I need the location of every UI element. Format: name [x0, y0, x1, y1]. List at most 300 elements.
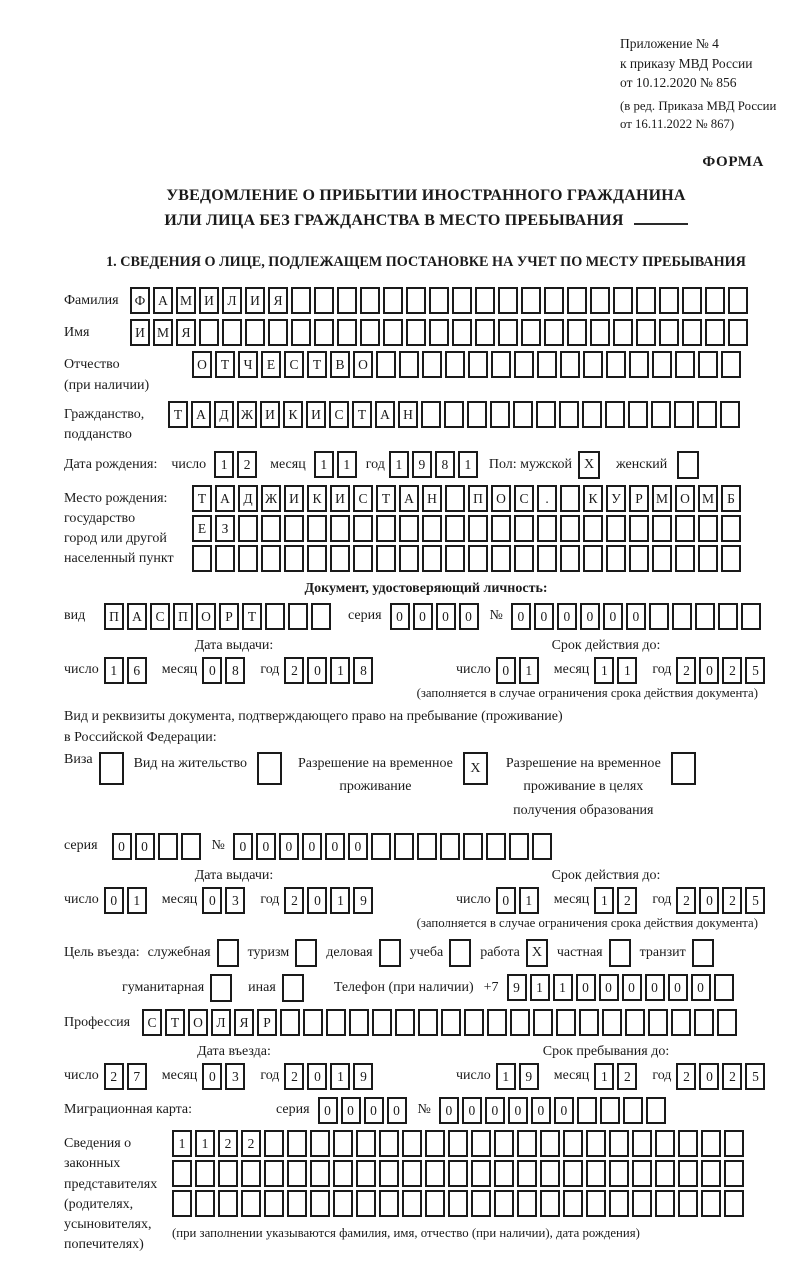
- char-box[interactable]: 6: [127, 657, 147, 684]
- char-box[interactable]: [720, 401, 740, 428]
- char-box[interactable]: 1: [530, 974, 550, 1001]
- char-box[interactable]: [567, 287, 587, 314]
- purpose-checkbox[interactable]: [692, 939, 714, 967]
- char-box[interactable]: [509, 833, 529, 860]
- char-box[interactable]: [632, 1130, 652, 1157]
- char-box[interactable]: [445, 351, 465, 378]
- char-box[interactable]: 0: [104, 887, 124, 914]
- char-box[interactable]: 0: [511, 603, 531, 630]
- char-box[interactable]: 1: [330, 887, 350, 914]
- char-box[interactable]: 2: [617, 887, 637, 914]
- char-box[interactable]: [629, 515, 649, 542]
- char-box[interactable]: [487, 1009, 507, 1036]
- char-box[interactable]: 7: [127, 1063, 147, 1090]
- char-box[interactable]: 0: [364, 1097, 384, 1124]
- char-box[interactable]: [440, 833, 460, 860]
- char-box[interactable]: [337, 287, 357, 314]
- char-box[interactable]: .: [537, 485, 557, 512]
- char-box[interactable]: [721, 545, 741, 572]
- char-box[interactable]: [494, 1190, 514, 1217]
- char-box[interactable]: 0: [436, 603, 456, 630]
- char-box[interactable]: Т: [242, 603, 262, 630]
- char-box[interactable]: 9: [519, 1063, 539, 1090]
- char-box[interactable]: [394, 833, 414, 860]
- char-box[interactable]: [395, 1009, 415, 1036]
- char-box[interactable]: [181, 833, 201, 860]
- char-box[interactable]: 2: [218, 1130, 238, 1157]
- char-box[interactable]: 0: [626, 603, 646, 630]
- char-box[interactable]: [425, 1160, 445, 1187]
- char-box[interactable]: 0: [387, 1097, 407, 1124]
- char-box[interactable]: [238, 545, 258, 572]
- char-box[interactable]: [721, 515, 741, 542]
- char-box[interactable]: 0: [135, 833, 155, 860]
- char-box[interactable]: [705, 319, 725, 346]
- char-box[interactable]: [629, 545, 649, 572]
- char-box[interactable]: [583, 515, 603, 542]
- char-box[interactable]: [498, 319, 518, 346]
- char-box[interactable]: [514, 351, 534, 378]
- char-box[interactable]: Б: [721, 485, 741, 512]
- char-box[interactable]: [376, 351, 396, 378]
- char-box[interactable]: [486, 833, 506, 860]
- char-box[interactable]: [705, 287, 725, 314]
- char-box[interactable]: [425, 1130, 445, 1157]
- char-box[interactable]: У: [606, 485, 626, 512]
- char-box[interactable]: [222, 319, 242, 346]
- char-box[interactable]: [406, 319, 426, 346]
- char-box[interactable]: [583, 351, 603, 378]
- char-box[interactable]: [402, 1160, 422, 1187]
- char-box[interactable]: [560, 545, 580, 572]
- char-box[interactable]: [659, 319, 679, 346]
- char-box[interactable]: [468, 515, 488, 542]
- char-box[interactable]: Я: [176, 319, 196, 346]
- char-box[interactable]: [590, 319, 610, 346]
- char-box[interactable]: 2: [722, 887, 742, 914]
- char-box[interactable]: [422, 515, 442, 542]
- char-box[interactable]: [333, 1130, 353, 1157]
- char-box[interactable]: 2: [676, 657, 696, 684]
- char-box[interactable]: [417, 833, 437, 860]
- char-box[interactable]: [463, 833, 483, 860]
- char-box[interactable]: О: [491, 485, 511, 512]
- char-box[interactable]: З: [215, 515, 235, 542]
- char-box[interactable]: Д: [238, 485, 258, 512]
- char-box[interactable]: [678, 1130, 698, 1157]
- char-box[interactable]: [536, 401, 556, 428]
- char-box[interactable]: [261, 545, 281, 572]
- char-box[interactable]: [609, 1160, 629, 1187]
- char-box[interactable]: К: [283, 401, 303, 428]
- char-box[interactable]: 0: [462, 1097, 482, 1124]
- char-box[interactable]: [376, 545, 396, 572]
- char-box[interactable]: 2: [284, 1063, 304, 1090]
- char-box[interactable]: [606, 515, 626, 542]
- char-box[interactable]: [577, 1097, 597, 1124]
- char-box[interactable]: [655, 1160, 675, 1187]
- char-box[interactable]: 1: [553, 974, 573, 1001]
- edu-residence-checkbox[interactable]: [671, 752, 696, 785]
- char-box[interactable]: [540, 1160, 560, 1187]
- char-box[interactable]: [675, 545, 695, 572]
- char-box[interactable]: [698, 351, 718, 378]
- char-box[interactable]: И: [260, 401, 280, 428]
- char-box[interactable]: 1: [172, 1130, 192, 1157]
- char-box[interactable]: [291, 319, 311, 346]
- char-box[interactable]: 0: [599, 974, 619, 1001]
- char-box[interactable]: 0: [622, 974, 642, 1001]
- char-box[interactable]: 0: [307, 657, 327, 684]
- char-box[interactable]: Н: [398, 401, 418, 428]
- char-box[interactable]: [498, 287, 518, 314]
- char-box[interactable]: 8: [225, 657, 245, 684]
- char-box[interactable]: [540, 1190, 560, 1217]
- char-box[interactable]: [629, 351, 649, 378]
- char-box[interactable]: Ф: [130, 287, 150, 314]
- char-box[interactable]: Р: [629, 485, 649, 512]
- char-box[interactable]: 9: [412, 451, 432, 478]
- char-box[interactable]: 0: [307, 887, 327, 914]
- char-box[interactable]: [514, 545, 534, 572]
- char-box[interactable]: [353, 515, 373, 542]
- char-box[interactable]: О: [196, 603, 216, 630]
- char-box[interactable]: [544, 319, 564, 346]
- char-box[interactable]: Я: [268, 287, 288, 314]
- char-box[interactable]: 1: [617, 657, 637, 684]
- purpose-checkbox[interactable]: [609, 939, 631, 967]
- char-box[interactable]: [268, 319, 288, 346]
- char-box[interactable]: [675, 351, 695, 378]
- char-box[interactable]: [291, 287, 311, 314]
- char-box[interactable]: Е: [261, 351, 281, 378]
- char-box[interactable]: [330, 545, 350, 572]
- char-box[interactable]: [674, 401, 694, 428]
- char-box[interactable]: [491, 545, 511, 572]
- char-box[interactable]: 0: [318, 1097, 338, 1124]
- char-box[interactable]: 0: [413, 603, 433, 630]
- char-box[interactable]: Ж: [261, 485, 281, 512]
- char-box[interactable]: [379, 1160, 399, 1187]
- char-box[interactable]: 8: [353, 657, 373, 684]
- char-box[interactable]: [264, 1190, 284, 1217]
- char-box[interactable]: 0: [202, 657, 222, 684]
- char-box[interactable]: Ч: [238, 351, 258, 378]
- char-box[interactable]: [697, 401, 717, 428]
- char-box[interactable]: К: [307, 485, 327, 512]
- char-box[interactable]: 1: [214, 451, 234, 478]
- char-box[interactable]: [521, 287, 541, 314]
- char-box[interactable]: [636, 287, 656, 314]
- char-box[interactable]: Е: [192, 515, 212, 542]
- char-box[interactable]: [287, 1160, 307, 1187]
- char-box[interactable]: А: [153, 287, 173, 314]
- char-box[interactable]: [741, 603, 761, 630]
- char-box[interactable]: [728, 287, 748, 314]
- char-box[interactable]: [606, 351, 626, 378]
- char-box[interactable]: [333, 1160, 353, 1187]
- char-box[interactable]: 0: [459, 603, 479, 630]
- char-box[interactable]: 1: [330, 1063, 350, 1090]
- char-box[interactable]: А: [127, 603, 147, 630]
- char-box[interactable]: [659, 287, 679, 314]
- char-box[interactable]: [672, 603, 692, 630]
- char-box[interactable]: И: [284, 485, 304, 512]
- char-box[interactable]: 2: [104, 1063, 124, 1090]
- char-box[interactable]: Н: [422, 485, 442, 512]
- char-box[interactable]: [356, 1160, 376, 1187]
- char-box[interactable]: 9: [353, 1063, 373, 1090]
- char-box[interactable]: [475, 287, 495, 314]
- char-box[interactable]: 0: [699, 887, 719, 914]
- char-box[interactable]: [694, 1009, 714, 1036]
- char-box[interactable]: [360, 287, 380, 314]
- char-box[interactable]: 0: [603, 603, 623, 630]
- visa-checkbox[interactable]: [99, 752, 124, 785]
- char-box[interactable]: [172, 1160, 192, 1187]
- char-box[interactable]: [467, 401, 487, 428]
- char-box[interactable]: 0: [508, 1097, 528, 1124]
- char-box[interactable]: Л: [211, 1009, 231, 1036]
- char-box[interactable]: [337, 319, 357, 346]
- char-box[interactable]: 1: [314, 451, 334, 478]
- char-box[interactable]: 9: [353, 887, 373, 914]
- char-box[interactable]: [714, 974, 734, 1001]
- char-box[interactable]: 0: [554, 1097, 574, 1124]
- char-box[interactable]: 2: [722, 657, 742, 684]
- char-box[interactable]: [241, 1190, 261, 1217]
- char-box[interactable]: 0: [668, 974, 688, 1001]
- char-box[interactable]: [264, 1160, 284, 1187]
- char-box[interactable]: 0: [390, 603, 410, 630]
- char-box[interactable]: [195, 1160, 215, 1187]
- sex-male-checkbox[interactable]: X: [578, 451, 600, 479]
- char-box[interactable]: Р: [219, 603, 239, 630]
- char-box[interactable]: [333, 1190, 353, 1217]
- char-box[interactable]: [563, 1190, 583, 1217]
- purpose-checkbox[interactable]: [217, 939, 239, 967]
- char-box[interactable]: Т: [165, 1009, 185, 1036]
- char-box[interactable]: [682, 287, 702, 314]
- char-box[interactable]: [314, 319, 334, 346]
- char-box[interactable]: 0: [496, 887, 516, 914]
- char-box[interactable]: [172, 1190, 192, 1217]
- char-box[interactable]: [418, 1009, 438, 1036]
- char-box[interactable]: [429, 287, 449, 314]
- char-box[interactable]: [563, 1130, 583, 1157]
- char-box[interactable]: 1: [496, 1063, 516, 1090]
- char-box[interactable]: А: [375, 401, 395, 428]
- char-box[interactable]: [606, 545, 626, 572]
- char-box[interactable]: [701, 1190, 721, 1217]
- char-box[interactable]: [613, 287, 633, 314]
- char-box[interactable]: [360, 319, 380, 346]
- char-box[interactable]: И: [130, 319, 150, 346]
- char-box[interactable]: [422, 351, 442, 378]
- char-box[interactable]: [402, 1190, 422, 1217]
- char-box[interactable]: [532, 833, 552, 860]
- char-box[interactable]: [646, 1097, 666, 1124]
- char-box[interactable]: [717, 1009, 737, 1036]
- purpose-checkbox[interactable]: X: [526, 939, 548, 967]
- char-box[interactable]: [628, 401, 648, 428]
- char-box[interactable]: [448, 1130, 468, 1157]
- char-box[interactable]: [724, 1190, 744, 1217]
- char-box[interactable]: [468, 351, 488, 378]
- char-box[interactable]: [445, 485, 465, 512]
- char-box[interactable]: 9: [507, 974, 527, 1001]
- char-box[interactable]: [544, 287, 564, 314]
- char-box[interactable]: [560, 351, 580, 378]
- char-box[interactable]: [724, 1160, 744, 1187]
- char-box[interactable]: 2: [237, 451, 257, 478]
- char-box[interactable]: [490, 401, 510, 428]
- char-box[interactable]: М: [176, 287, 196, 314]
- char-box[interactable]: [399, 545, 419, 572]
- char-box[interactable]: М: [153, 319, 173, 346]
- char-box[interactable]: 1: [594, 657, 614, 684]
- char-box[interactable]: [609, 1130, 629, 1157]
- char-box[interactable]: [560, 485, 580, 512]
- char-box[interactable]: 0: [645, 974, 665, 1001]
- char-box[interactable]: 0: [531, 1097, 551, 1124]
- char-box[interactable]: 1: [458, 451, 478, 478]
- char-box[interactable]: [579, 1009, 599, 1036]
- char-box[interactable]: А: [191, 401, 211, 428]
- char-box[interactable]: [261, 515, 281, 542]
- char-box[interactable]: [421, 401, 441, 428]
- char-box[interactable]: [582, 401, 602, 428]
- char-box[interactable]: 5: [745, 657, 765, 684]
- char-box[interactable]: [448, 1160, 468, 1187]
- char-box[interactable]: [728, 319, 748, 346]
- char-box[interactable]: [399, 351, 419, 378]
- char-box[interactable]: [613, 319, 633, 346]
- char-box[interactable]: Т: [192, 485, 212, 512]
- char-box[interactable]: [218, 1190, 238, 1217]
- char-box[interactable]: 3: [225, 887, 245, 914]
- char-box[interactable]: [586, 1160, 606, 1187]
- sex-female-checkbox[interactable]: [677, 451, 699, 479]
- char-box[interactable]: 1: [594, 1063, 614, 1090]
- char-box[interactable]: [310, 1130, 330, 1157]
- char-box[interactable]: 0: [496, 657, 516, 684]
- char-box[interactable]: Т: [168, 401, 188, 428]
- char-box[interactable]: [330, 515, 350, 542]
- char-box[interactable]: [280, 1009, 300, 1036]
- char-box[interactable]: Т: [215, 351, 235, 378]
- char-box[interactable]: 0: [439, 1097, 459, 1124]
- char-box[interactable]: [406, 287, 426, 314]
- char-box[interactable]: [678, 1160, 698, 1187]
- char-box[interactable]: А: [399, 485, 419, 512]
- char-box[interactable]: 0: [233, 833, 253, 860]
- char-box[interactable]: [517, 1130, 537, 1157]
- char-box[interactable]: И: [245, 287, 265, 314]
- char-box[interactable]: [701, 1130, 721, 1157]
- char-box[interactable]: 0: [307, 1063, 327, 1090]
- char-box[interactable]: С: [514, 485, 534, 512]
- char-box[interactable]: [678, 1190, 698, 1217]
- purpose-checkbox[interactable]: [379, 939, 401, 967]
- char-box[interactable]: [563, 1160, 583, 1187]
- char-box[interactable]: [514, 515, 534, 542]
- char-box[interactable]: 0: [279, 833, 299, 860]
- char-box[interactable]: [560, 515, 580, 542]
- char-box[interactable]: 0: [112, 833, 132, 860]
- char-box[interactable]: [567, 319, 587, 346]
- char-box[interactable]: [655, 1130, 675, 1157]
- char-box[interactable]: [721, 351, 741, 378]
- char-box[interactable]: [287, 1130, 307, 1157]
- char-box[interactable]: [195, 1190, 215, 1217]
- char-box[interactable]: [625, 1009, 645, 1036]
- char-box[interactable]: 0: [202, 1063, 222, 1090]
- char-box[interactable]: [510, 1009, 530, 1036]
- char-box[interactable]: 2: [617, 1063, 637, 1090]
- char-box[interactable]: 1: [127, 887, 147, 914]
- char-box[interactable]: [241, 1160, 261, 1187]
- char-box[interactable]: А: [215, 485, 235, 512]
- char-box[interactable]: [445, 515, 465, 542]
- char-box[interactable]: [199, 319, 219, 346]
- char-box[interactable]: [215, 545, 235, 572]
- char-box[interactable]: [307, 515, 327, 542]
- char-box[interactable]: С: [329, 401, 349, 428]
- char-box[interactable]: [600, 1097, 620, 1124]
- char-box[interactable]: [311, 603, 331, 630]
- char-box[interactable]: [383, 287, 403, 314]
- residence-permit-checkbox[interactable]: [257, 752, 282, 785]
- char-box[interactable]: И: [306, 401, 326, 428]
- char-box[interactable]: [521, 319, 541, 346]
- char-box[interactable]: [649, 603, 669, 630]
- char-box[interactable]: [444, 401, 464, 428]
- char-box[interactable]: [284, 515, 304, 542]
- char-box[interactable]: [429, 319, 449, 346]
- purpose-checkbox[interactable]: [210, 974, 232, 1002]
- char-box[interactable]: [682, 319, 702, 346]
- char-box[interactable]: [464, 1009, 484, 1036]
- char-box[interactable]: [349, 1009, 369, 1036]
- char-box[interactable]: [379, 1190, 399, 1217]
- char-box[interactable]: [383, 319, 403, 346]
- char-box[interactable]: [353, 545, 373, 572]
- char-box[interactable]: М: [698, 485, 718, 512]
- char-box[interactable]: [372, 1009, 392, 1036]
- char-box[interactable]: [284, 545, 304, 572]
- char-box[interactable]: [310, 1190, 330, 1217]
- char-box[interactable]: 1: [594, 887, 614, 914]
- char-box[interactable]: [287, 1190, 307, 1217]
- char-box[interactable]: С: [142, 1009, 162, 1036]
- char-box[interactable]: [605, 401, 625, 428]
- char-box[interactable]: [314, 287, 334, 314]
- char-box[interactable]: 2: [284, 657, 304, 684]
- char-box[interactable]: [609, 1190, 629, 1217]
- char-box[interactable]: [303, 1009, 323, 1036]
- char-box[interactable]: [371, 833, 391, 860]
- char-box[interactable]: С: [284, 351, 304, 378]
- char-box[interactable]: Л: [222, 287, 242, 314]
- char-box[interactable]: 0: [534, 603, 554, 630]
- char-box[interactable]: 5: [745, 1063, 765, 1090]
- char-box[interactable]: Ж: [237, 401, 257, 428]
- char-box[interactable]: [452, 319, 472, 346]
- char-box[interactable]: Я: [234, 1009, 254, 1036]
- char-box[interactable]: [471, 1130, 491, 1157]
- char-box[interactable]: [471, 1190, 491, 1217]
